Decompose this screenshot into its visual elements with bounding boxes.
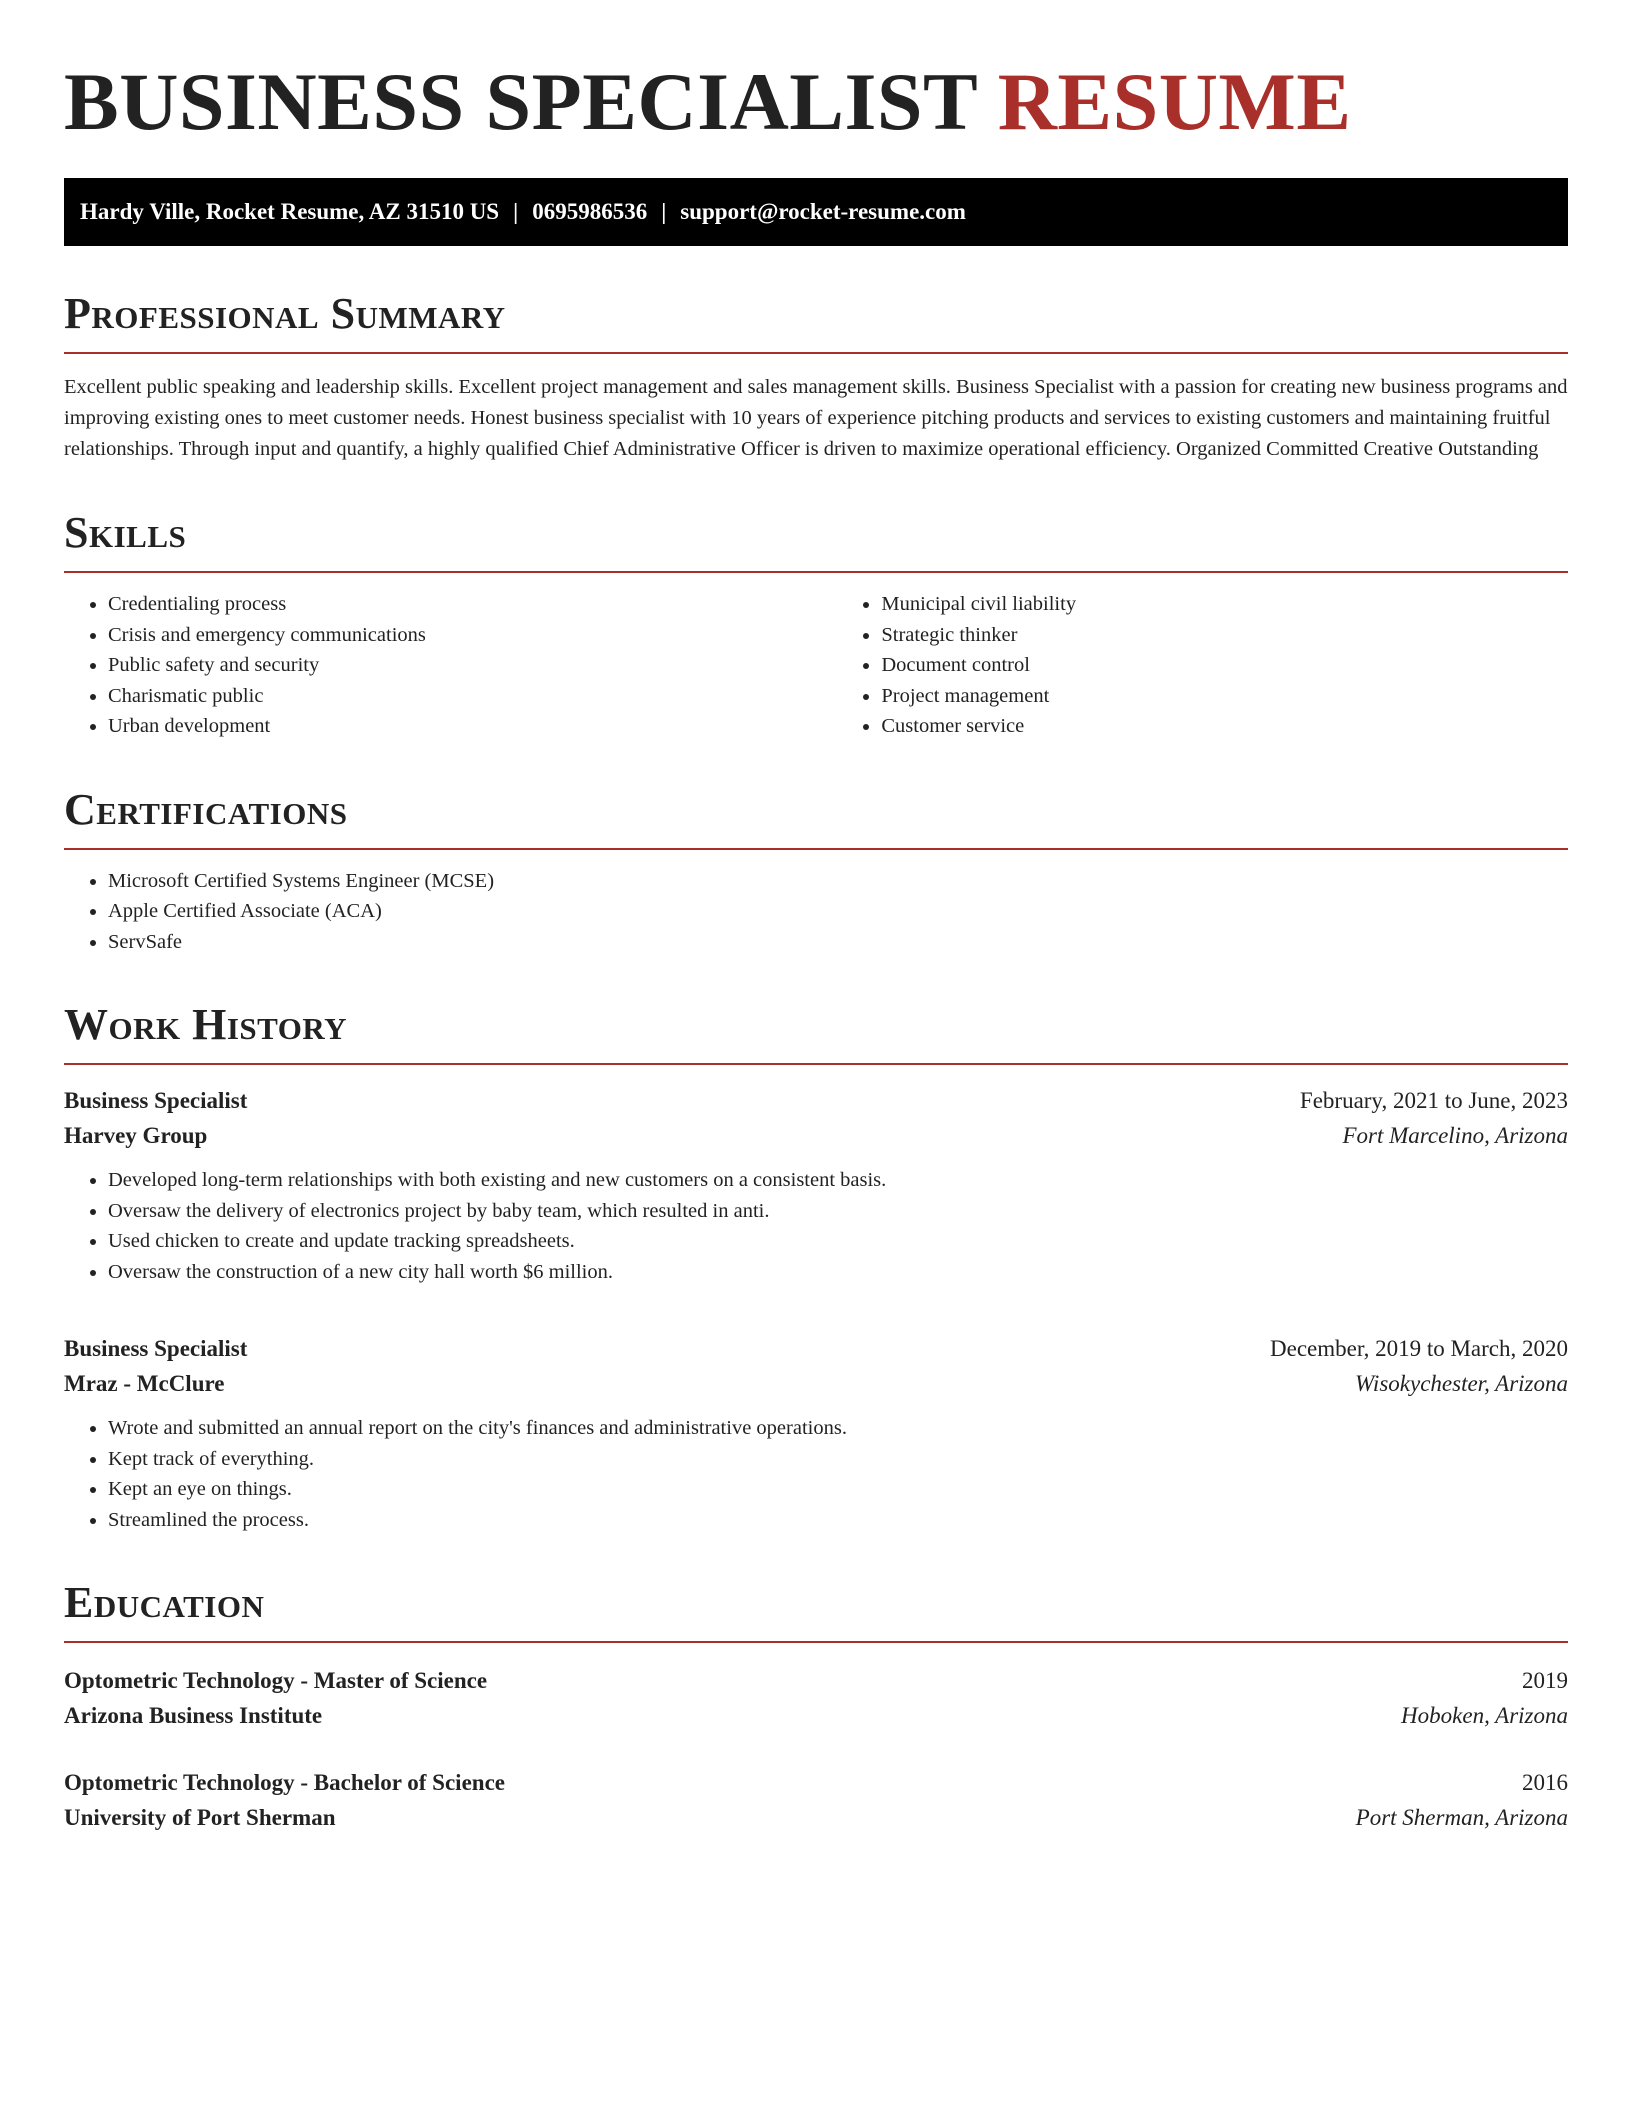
job-title: Business Specialist [64, 1088, 248, 1113]
education-location: Port Sherman, Arizona [1355, 1805, 1568, 1830]
contact-address: Hardy Ville, Rocket Resume, AZ 31510 US [80, 199, 500, 224]
resume-title [64, 52, 1568, 152]
skills-list-left [64, 589, 837, 742]
job-bullet: • Kept track of everything. [108, 1444, 1568, 1475]
job-bullet: • Kept an eye on things. [108, 1474, 1568, 1505]
education-school-row [64, 1800, 1568, 1835]
certifications-heading: Certifications [64, 786, 1568, 850]
job-company-row [64, 1118, 1568, 1153]
skill-item: • Charismatic public [108, 681, 837, 712]
education-location: Hoboken, Arizona [1401, 1703, 1568, 1728]
skills-section [64, 509, 1568, 742]
contact-bar [64, 178, 1568, 246]
job-entry [64, 1331, 1568, 1535]
education-section [64, 1579, 1568, 1835]
job-bullet: • Used chicken to create and update tracking spreadsheets. [108, 1226, 1568, 1257]
education-school: Arizona Business Institute [64, 1703, 323, 1728]
education-degree: Optometric Technology - Bachelor of Science [64, 1770, 505, 1795]
education-school-row [64, 1698, 1568, 1733]
contact-phone: 0695986536 [532, 199, 648, 224]
job-bullet: • Streamlined the process. [108, 1505, 1568, 1536]
education-entry [64, 1663, 1568, 1733]
education-year: 2016 [1522, 1770, 1568, 1795]
job-company-row [64, 1366, 1568, 1401]
skill-item: • Document control [881, 650, 1568, 681]
skill-item: • Urban development [108, 711, 837, 742]
job-bullet: • Wrote and submitted an annual report on the city's finances and administrative operations. [108, 1413, 1568, 1444]
title-main: BUSINESS SPECIALIST [64, 56, 977, 147]
job-company: Harvey Group [64, 1123, 208, 1148]
work-history-section [64, 1001, 1568, 1535]
education-year: 2019 [1522, 1668, 1568, 1693]
skill-item: • Strategic thinker [881, 620, 1568, 651]
job-bullet: • Developed long-term relationships with both existing and new customers on a consistent basis. [108, 1165, 1568, 1196]
summary-text: Excellent public speaking and leadership skills. Excellent project management and sales management skills. Business Specialist with a passion for creating new business programs and improving existing ones to meet customer needs. Honest business specialist with 10 years of experience pitching products and services to existing customers and maintaining fruitful relationships. Through input and quantify, a highly qualified Chief Administrative Officer is driven to maximize operational efficiency. Organized Committed Creative Outstanding [64, 376, 1568, 460]
certification-item: • Microsoft Certified Systems Engineer (MCSE) [108, 866, 1568, 897]
skills-grid [64, 573, 1568, 742]
summary-heading: Professional Summary [64, 290, 1568, 354]
skill-item: • Public safety and security [108, 650, 837, 681]
job-bullets [64, 1165, 1568, 1287]
certification-item: • ServSafe [108, 927, 1568, 958]
summary-section [64, 290, 1568, 465]
certifications-list [64, 866, 1568, 958]
job-bullet: • Oversaw the construction of a new city hall worth $6 million. [108, 1257, 1568, 1288]
skills-list-right [837, 589, 1568, 742]
education-degree: Optometric Technology - Master of Science [64, 1668, 488, 1693]
work-history-heading: Work History [64, 1001, 1568, 1065]
skills-heading: Skills [64, 509, 1568, 573]
skill-item: • Municipal civil liability [881, 589, 1568, 620]
skill-item: • Credentialing process [108, 589, 837, 620]
job-bullets [64, 1413, 1568, 1535]
education-degree-row [64, 1663, 1568, 1698]
certification-item: • Apple Certified Associate (ACA) [108, 896, 1568, 927]
contact-email: support@rocket-resume.com [680, 199, 966, 224]
job-entry [64, 1083, 1568, 1287]
job-dates: February, 2021 to June, 2023 [1299, 1088, 1568, 1113]
education-school: University of Port Sherman [64, 1805, 336, 1830]
contact-separator: | [661, 199, 667, 224]
job-location: Fort Marcelino, Arizona [1342, 1123, 1568, 1148]
certifications-section [64, 786, 1568, 958]
education-degree-row [64, 1765, 1568, 1800]
job-dates: December, 2019 to March, 2020 [1270, 1336, 1568, 1361]
education-entry [64, 1765, 1568, 1835]
job-header-row [64, 1331, 1568, 1366]
title-accent: RESUME [997, 56, 1352, 147]
job-bullet: • Oversaw the delivery of electronics project by baby team, which resulted in anti. [108, 1196, 1568, 1227]
job-title: Business Specialist [64, 1336, 248, 1361]
job-location: Wisokychester, Arizona [1355, 1371, 1568, 1396]
skill-item: • Project management [881, 681, 1568, 712]
education-heading: Education [64, 1579, 1568, 1643]
job-header-row [64, 1083, 1568, 1118]
skill-item: • Customer service [881, 711, 1568, 742]
job-company: Mraz - McClure [64, 1371, 225, 1396]
skill-item: • Crisis and emergency communications [108, 620, 837, 651]
contact-separator: | [513, 199, 519, 224]
